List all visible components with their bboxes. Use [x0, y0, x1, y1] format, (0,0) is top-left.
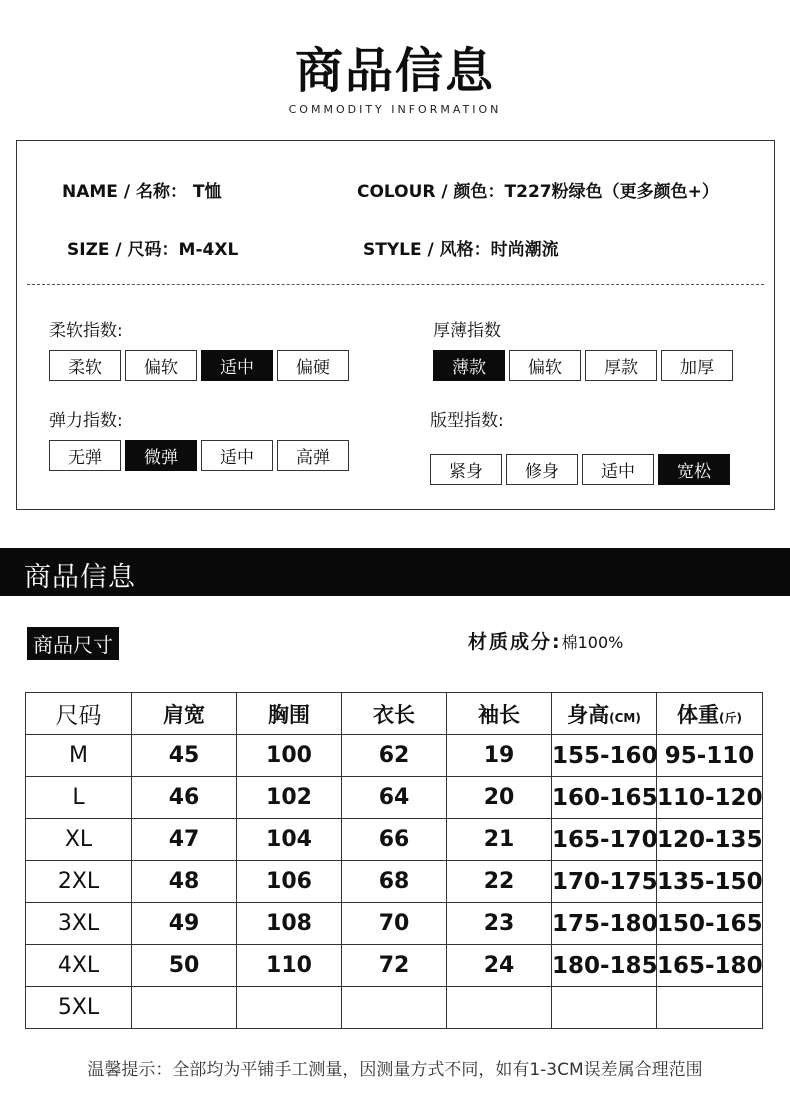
banner-title: 商品信息	[24, 562, 136, 593]
softness-index-options	[49, 350, 349, 381]
header-size: 尺码	[26, 693, 132, 735]
header-chest: 胸围	[237, 693, 342, 735]
table-cell	[447, 987, 552, 1029]
section-banner	[0, 548, 790, 596]
dashed-divider	[27, 284, 764, 285]
table-cell	[552, 987, 657, 1029]
material-label: 材质成分:	[468, 631, 562, 653]
table-cell: 165-170	[552, 819, 657, 861]
elasticity-option[interactable]: 无弹	[49, 440, 121, 471]
size-cell: 2XL	[26, 861, 132, 903]
header-sleeve: 袖长	[447, 693, 552, 735]
fit-option-selected[interactable]: 宽松	[658, 454, 730, 485]
table-cell: 135-150	[657, 861, 763, 903]
softness-option[interactable]: 柔软	[49, 350, 121, 381]
table-cell: 66	[342, 819, 447, 861]
table-cell: 110-120	[657, 777, 763, 819]
table-cell: 120-135	[657, 819, 763, 861]
page-subtitle: COMMODITY INFORMATION	[288, 103, 502, 116]
header-weight: 体重(斤)	[657, 693, 763, 735]
table-cell: 19	[447, 735, 552, 777]
table-row	[26, 819, 763, 861]
size-cell: XL	[26, 819, 132, 861]
product-info-box	[16, 140, 775, 510]
table-cell: 49	[132, 903, 237, 945]
thickness-option[interactable]: 厚款	[585, 350, 657, 381]
table-cell: 45	[132, 735, 237, 777]
softness-option[interactable]: 偏软	[125, 350, 197, 381]
table-cell: 20	[447, 777, 552, 819]
table-cell: 100	[237, 735, 342, 777]
table-cell: 47	[132, 819, 237, 861]
table-cell: 21	[447, 819, 552, 861]
elasticity-index-label: 弹力指数:	[49, 411, 123, 431]
table-cell	[132, 987, 237, 1029]
table-row	[26, 861, 763, 903]
table-cell: 104	[237, 819, 342, 861]
material-info	[468, 627, 623, 654]
thickness-index-label: 厚薄指数	[433, 321, 501, 341]
size-cell: L	[26, 777, 132, 819]
table-cell: 62	[342, 735, 447, 777]
table-cell: 180-185	[552, 945, 657, 987]
thickness-option[interactable]: 加厚	[661, 350, 733, 381]
table-cell: 68	[342, 861, 447, 903]
table-row	[26, 777, 763, 819]
table-row	[26, 987, 763, 1029]
size-cell: 4XL	[26, 945, 132, 987]
softness-option-selected[interactable]: 适中	[201, 350, 273, 381]
size-section-tag: 商品尺寸	[27, 627, 119, 660]
fit-option[interactable]: 适中	[582, 454, 654, 485]
size-table	[25, 692, 763, 1029]
table-cell	[342, 987, 447, 1029]
table-cell: 150-165	[657, 903, 763, 945]
header-shoulder: 肩宽	[132, 693, 237, 735]
elasticity-option[interactable]: 高弹	[277, 440, 349, 471]
fit-index-options	[430, 454, 730, 485]
colour-field: COLOUR / 颜色：T227粉绿色（更多颜色+）	[357, 182, 719, 202]
softness-index-label: 柔软指数:	[49, 321, 123, 341]
table-cell: 175-180	[552, 903, 657, 945]
table-cell: 50	[132, 945, 237, 987]
name-field: NAME / 名称： T恤	[62, 182, 222, 202]
table-row	[26, 735, 763, 777]
elasticity-index-options	[49, 440, 349, 471]
softness-option[interactable]: 偏硬	[277, 350, 349, 381]
table-header-row	[26, 693, 763, 735]
table-row	[26, 945, 763, 987]
measurement-note: 温馨提示：全部均为平铺手工测量，因测量方式不同，如有1-3CM误差属合理范围	[87, 1060, 703, 1080]
table-cell: 46	[132, 777, 237, 819]
table-cell: 106	[237, 861, 342, 903]
table-cell: 165-180	[657, 945, 763, 987]
style-field: STYLE / 风格：时尚潮流	[363, 240, 559, 260]
thickness-option[interactable]: 偏软	[509, 350, 581, 381]
table-cell: 160-165	[552, 777, 657, 819]
table-cell: 102	[237, 777, 342, 819]
table-cell: 24	[447, 945, 552, 987]
table-cell: 95-110	[657, 735, 763, 777]
table-cell: 23	[447, 903, 552, 945]
table-cell: 22	[447, 861, 552, 903]
thickness-option-selected[interactable]: 薄款	[433, 350, 505, 381]
table-row	[26, 903, 763, 945]
fit-option[interactable]: 紧身	[430, 454, 502, 485]
size-cell: 3XL	[26, 903, 132, 945]
table-cell: 48	[132, 861, 237, 903]
material-value: 棉100%	[561, 633, 624, 652]
header-length: 衣长	[342, 693, 447, 735]
header-height: 身高(CM)	[552, 693, 657, 735]
page-title: 商品信息	[294, 43, 495, 99]
fit-option[interactable]: 修身	[506, 454, 578, 485]
fit-index-label: 版型指数:	[430, 411, 504, 431]
elasticity-option[interactable]: 适中	[201, 440, 273, 471]
thickness-index-options	[433, 350, 733, 381]
elasticity-option-selected[interactable]: 微弹	[125, 440, 197, 471]
table-cell	[657, 987, 763, 1029]
table-cell	[237, 987, 342, 1029]
size-cell: 5XL	[26, 987, 132, 1029]
table-cell: 72	[342, 945, 447, 987]
table-cell: 110	[237, 945, 342, 987]
size-cell: M	[26, 735, 132, 777]
size-field: SIZE / 尺码：M-4XL	[67, 240, 239, 260]
table-cell: 64	[342, 777, 447, 819]
table-cell: 108	[237, 903, 342, 945]
table-cell: 155-160	[552, 735, 657, 777]
table-cell: 170-175	[552, 861, 657, 903]
table-cell: 70	[342, 903, 447, 945]
